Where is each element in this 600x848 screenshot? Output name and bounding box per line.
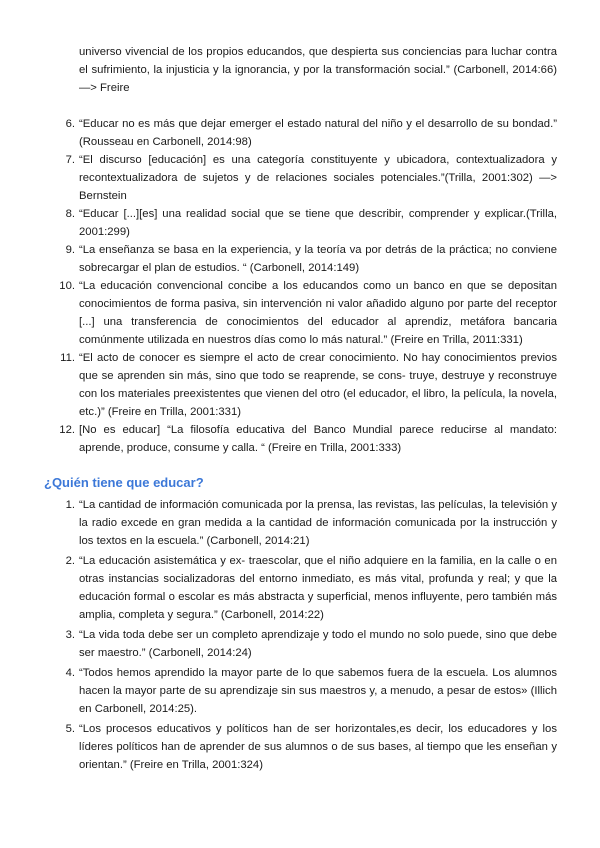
list-item [0, 626, 557, 662]
list-item-text: “Educar [...][es] una realidad social que se tiene que describir, comprender y explicar.(Trilla, 2001:299) [79, 208, 557, 238]
list-item-text: “Los procesos educativos y políticos han de ser horizontales,es decir, los educadores y los líderes políticos han de aprender de sus alumnos o de sus bases, al tiempo que les enseñan y orientan.” (Freire en Trilla, 2001:324) [79, 723, 557, 771]
list-item [0, 151, 557, 205]
quotes-list-who-educates [65, 496, 557, 776]
list-number: 7. [65, 154, 75, 166]
list-item [0, 720, 557, 774]
list-number: 1. [65, 499, 75, 511]
list-item-text: “La vida toda debe ser un completo aprendizaje y todo el mundo no solo puede, sino que debe ser maestro.” (Carbonell, 2014:24) [79, 629, 557, 659]
list-number: 11. [60, 352, 75, 364]
list-item [0, 664, 557, 718]
list-item [0, 115, 557, 151]
list-item-text: “El discurso [educación] es una categoría constituyente y ubicadora, contextualizadora y recontextualizadora de sujetos y de relaciones sociales potenciales.”(Trilla, 2001:302) —> Bernstein [79, 154, 557, 202]
list-item-text: “La enseñanza se basa en la experiencia, y la teoría va por detrás de la práctica; no conviene sobrecargar el plan de estudios. “ (Carbonell, 2014:149) [79, 244, 557, 274]
list-item [0, 496, 557, 550]
list-item-text: “El acto de conocer es siempre el acto de crear conocimiento. No hay conocimientos previos que se aprenden sin más, sino que todo se reaprende, se cons- truye, destruye y reconstruye con los materiales preexistentes que vienen del otro (el educador, el libro, la película, la novela, etc.)” (Freire en Trilla, 2001:331) [79, 352, 557, 418]
continuation-paragraph: universo vivencial de los propios educandos, que despierta sus conciencias para luchar contra el sufrimiento, la injusticia y la ignorancia, y por la transformación social.” (Carbonell, 2014:66) —> Freire [79, 46, 557, 94]
list-item-text: [No es educar] “La filosofía educativa del Banco Mundial parece reducirse al mandato: aprende, produce, consume y calla. “ (Freire en Trilla, 2001:333) [79, 424, 557, 454]
list-number: 8. [65, 208, 75, 220]
list-item-text: “La educación convencional concibe a los educandos como un banco en que se depositan conocimientos de forma pasiva, sin intervención ni valor añadido alguno por parte del receptor [...] una transferencia de conocimientos del educador al aprendiz, metáfora bancaria comúnmente utilizada en nuestros días como lo más natural.” (Freire en Trilla, 2011:331) [79, 280, 557, 346]
list-item [0, 552, 557, 624]
list-number: 4. [65, 667, 75, 679]
list-number: 10. [59, 280, 75, 292]
list-item-text: “La cantidad de información comunicada por la prensa, las revistas, las películas, la televisión y la radio excede en gran medida a la cantidad de información comunicada por la instrucción y los textos en la escuela.” (Carbonell, 2014:21) [79, 499, 557, 547]
list-number: 6. [65, 118, 75, 130]
list-number: 3. [65, 629, 75, 641]
list-item-text: “Todos hemos aprendido la mayor parte de lo que sabemos fuera de la escuela. Los alumnos hacen la mayor parte de su aprendizaje sin sus maestros y, a menudo, a pesar de estos» (Illich en Carbonell, 2014:25). [79, 667, 557, 715]
list-item-text: “Educar no es más que dejar emerger el estado natural del niño y el desarrollo de su bondad.” (Rousseau en Carbonell, 2014:98) [79, 118, 557, 148]
list-item [0, 241, 557, 277]
list-number: 12. [59, 424, 75, 436]
list-number: 2. [65, 555, 75, 567]
list-item [0, 277, 557, 349]
list-number: 5. [65, 723, 75, 735]
quotes-list-education [59, 115, 557, 457]
list-item [0, 349, 557, 421]
list-item [0, 205, 557, 241]
list-number: 9. [65, 244, 75, 256]
list-item [0, 421, 557, 457]
section-heading: ¿Quién tiene que educar? [44, 475, 204, 490]
list-item-text: “La educación asistemática y ex- traescolar, que el niño adquiere en la familia, en la calle o en otras instancias socializadoras del entorno inmediato, es más vital, profunda y real; y que la educación formal o escolar es más abstracta y superficial, menos influyente, pero también más amplia, completa y segura.” (Carbonell, 2014:22) [79, 555, 557, 621]
